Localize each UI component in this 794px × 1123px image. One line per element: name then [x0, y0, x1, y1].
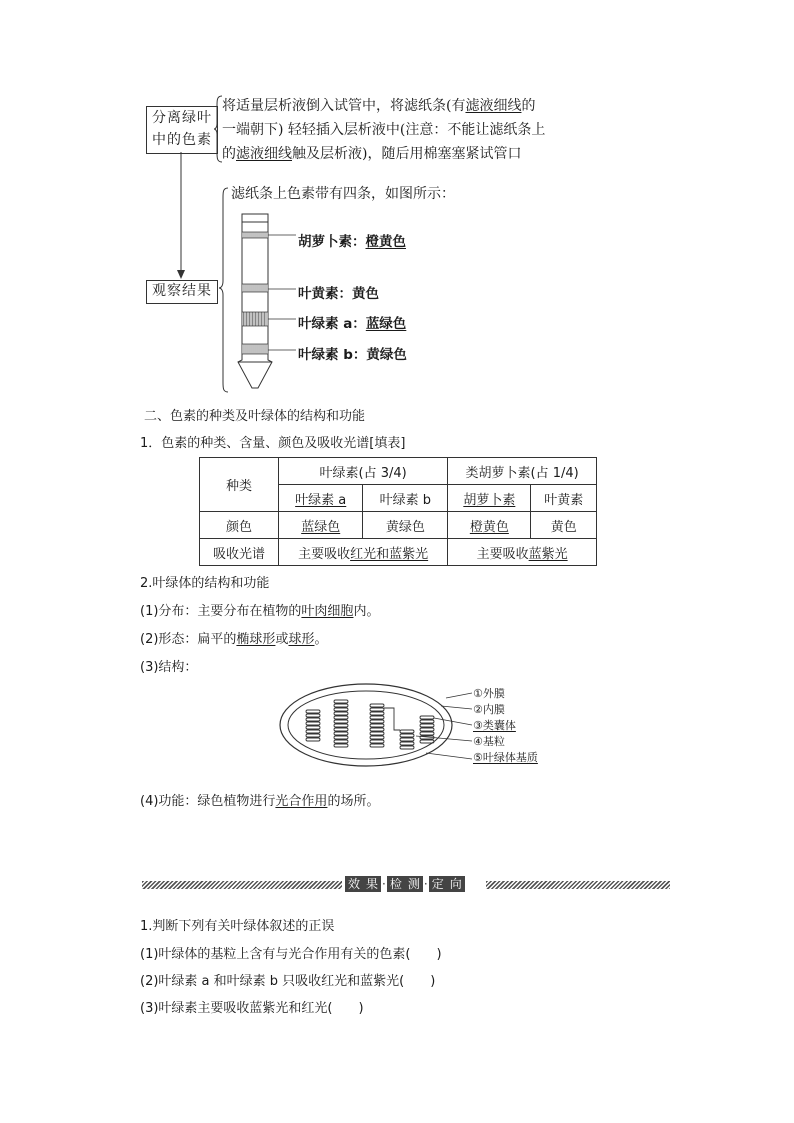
- separation-line-2: 一端朝下) 轻轻插入层析液中(注意：不能让滤纸条上: [222, 122, 546, 138]
- banner-left-pattern: [142, 881, 342, 889]
- separation-line-1: 将适量层析液倒入试管中，将滤纸条(有滤液细线的: [222, 98, 536, 114]
- table-header-carotenoid: 类胡萝卜素(占 1/4): [448, 458, 597, 485]
- diagram-labels: [473, 686, 538, 766]
- table-col-carotene: 胡萝卜素: [448, 485, 531, 512]
- granum-4: [400, 730, 414, 749]
- band-label-2: 叶黄素：黄色: [298, 286, 379, 302]
- flow-arrow: [176, 152, 186, 282]
- quiz-item-3: (3)叶绿素主要吸收蓝紫光和红光( ): [140, 1001, 364, 1016]
- table-cell-absorb-chlorophyll: 主要吸收红光和蓝紫光: [279, 539, 448, 566]
- observe-bracket: [218, 186, 230, 396]
- section-heading: 二、色素的种类及叶绿体的结构和功能: [144, 409, 366, 424]
- separate-pigments-box: [146, 106, 218, 154]
- table-col-xanthophyll: 叶黄素: [531, 485, 597, 512]
- label-stroma: ⑤叶绿体基质: [473, 751, 538, 764]
- band-label-4: 叶绿素 b：黄绿色: [298, 347, 407, 363]
- structure-line: (3)结构：: [140, 660, 198, 675]
- label-thylakoid: ③类囊体: [473, 719, 516, 732]
- table-cell-absorb-carotenoid: 主要吸收蓝紫光: [448, 539, 597, 566]
- label-inner-membrane: ②内膜: [473, 703, 505, 716]
- label-granum: ④基粒: [473, 735, 505, 748]
- banner-right-pattern: [486, 881, 670, 889]
- subsection-2-heading: 2.叶绿体的结构和功能: [140, 576, 270, 591]
- table-row-color-label: 颜色: [200, 512, 279, 539]
- table-cell-color: 黄绿色: [363, 512, 448, 539]
- shape-line: (2)形态：扁平的椭球形或球形。: [140, 632, 328, 647]
- separation-line-3: 的滤液细线触及层析液)，随后用棉塞塞紧试管口: [222, 146, 522, 162]
- table-cell-color: 黄色: [531, 512, 597, 539]
- granum-1: [306, 710, 320, 741]
- label-outer-membrane: ①外膜: [473, 687, 505, 700]
- quiz-item-2: (2)叶绿素 a 和叶绿素 b 只吸收红光和蓝紫光( ): [140, 974, 436, 989]
- filter-paper-strip: [236, 212, 306, 392]
- band-carotene: [242, 232, 268, 238]
- grana: [306, 700, 434, 749]
- granum-3: [370, 704, 384, 747]
- granum-2: [334, 700, 348, 747]
- table-col-chl-b: 叶绿素 b: [363, 485, 448, 512]
- subsection-1-heading: 1．色素的种类、含量、颜色及吸收光谱[填表]: [140, 436, 406, 451]
- band-label-1: 胡萝卜素：橙黄色: [298, 234, 406, 250]
- function-line: (4)功能：绿色植物进行光合作用的场所。: [140, 794, 380, 809]
- table-col-chl-a: 叶绿素 a: [279, 485, 363, 512]
- table-cell-color: 蓝绿色: [279, 512, 363, 539]
- table-header-chlorophyll: 叶绿素(占 3/4): [279, 458, 448, 485]
- observe-result-box: 观察结果: [146, 280, 218, 304]
- table-row-absorb-label: 吸收光谱: [200, 539, 279, 566]
- band-chlorophyll-a: [242, 312, 268, 326]
- granum-5: [420, 716, 434, 743]
- box-line-2: 中的色素: [152, 132, 212, 148]
- table-header-type: 种类: [200, 458, 279, 512]
- observe-intro: 滤纸条上色素带有四条，如图所示：: [231, 186, 455, 202]
- chloroplast-diagram: [276, 678, 476, 778]
- distribution-line: (1)分布：主要分布在植物的叶肉细胞内。: [140, 604, 380, 619]
- table-cell-color: 橙黄色: [448, 512, 531, 539]
- band-xanthophyll: [242, 284, 268, 292]
- box-line-1: 分离绿叶: [152, 110, 212, 126]
- quiz-item-1: (1)叶绿体的基粒上含有与光合作用有关的色素( ): [140, 947, 442, 962]
- quiz-title: 1.判断下列有关叶绿体叙述的正误: [140, 919, 335, 934]
- band-label-3: 叶绿素 a：蓝绿色: [298, 316, 407, 332]
- band-chlorophyll-b: [242, 344, 268, 354]
- pigment-table: [199, 457, 597, 566]
- banner-title: 效 果 · 检 测 · 定 向: [345, 876, 465, 892]
